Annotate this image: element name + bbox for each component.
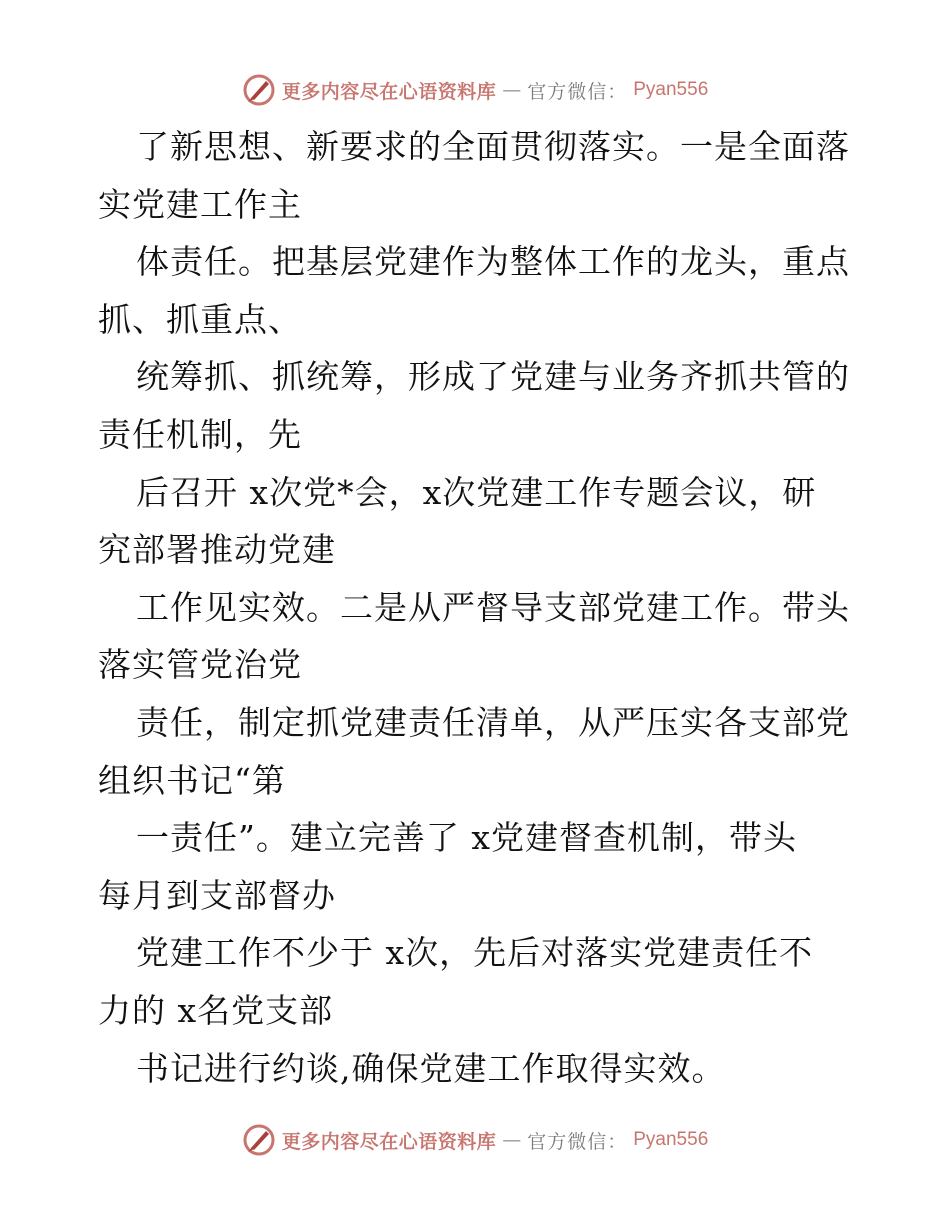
body-line: 党建工作不少于 x次，先后对落实党建责任不 [136, 933, 814, 973]
body-line: 每月到支部督办 [98, 875, 336, 915]
body-line: 组织书记“第 [98, 760, 286, 800]
body-line: 一责任”。建立完善了 x党建督查机制，带头 [136, 818, 797, 858]
body-line: 究部署推动党建 [98, 530, 336, 570]
body-line: 责任机制，先 [98, 414, 302, 454]
body-line: 实党建工作主 [98, 184, 302, 224]
watermark-dash: — [502, 79, 522, 101]
watermark-sub-text: 官方微信： [527, 80, 628, 103]
watermark-main-text: 更多内容尽在心语资料库 [281, 1130, 497, 1153]
watermark-wechat-id: Pyan556 [633, 1129, 709, 1150]
body-line: 责任，制定抓党建责任清单，从严压实各支部党 [136, 702, 850, 742]
document-body [98, 118, 858, 1097]
body-line: 抓、抓重点、 [98, 299, 302, 339]
body-line: 后召开 x次党*会，x次党建工作专题会议，研 [136, 472, 817, 512]
watermark-dash: — [502, 1129, 522, 1151]
watermark-main-text: 更多内容尽在心语资料库 [281, 80, 497, 103]
quill-pen-logo-icon [242, 1123, 276, 1157]
body-line: 统筹抓、抓统筹，形成了党建与业务齐抓共管的 [136, 357, 850, 397]
body-line: 书记进行约谈,确保党建工作取得实效。 [136, 1048, 726, 1088]
body-line: 工作见实效。二是从严督导支部党建工作。带头 [136, 587, 850, 627]
body-line: 体责任。把基层党建作为整体工作的龙头，重点 [136, 242, 850, 282]
watermark-sub-text: 官方微信： [527, 1130, 628, 1153]
header-watermark [0, 70, 950, 110]
body-line: 力的 x名党支部 [98, 990, 334, 1030]
body-line: 落实管党治党 [98, 645, 302, 685]
footer-watermark [0, 1120, 950, 1160]
quill-pen-logo-icon [242, 73, 276, 107]
body-line: 了新思想、新要求的全面贯彻落实。一是全面落 [136, 127, 850, 166]
watermark-wechat-id: Pyan556 [633, 79, 709, 100]
